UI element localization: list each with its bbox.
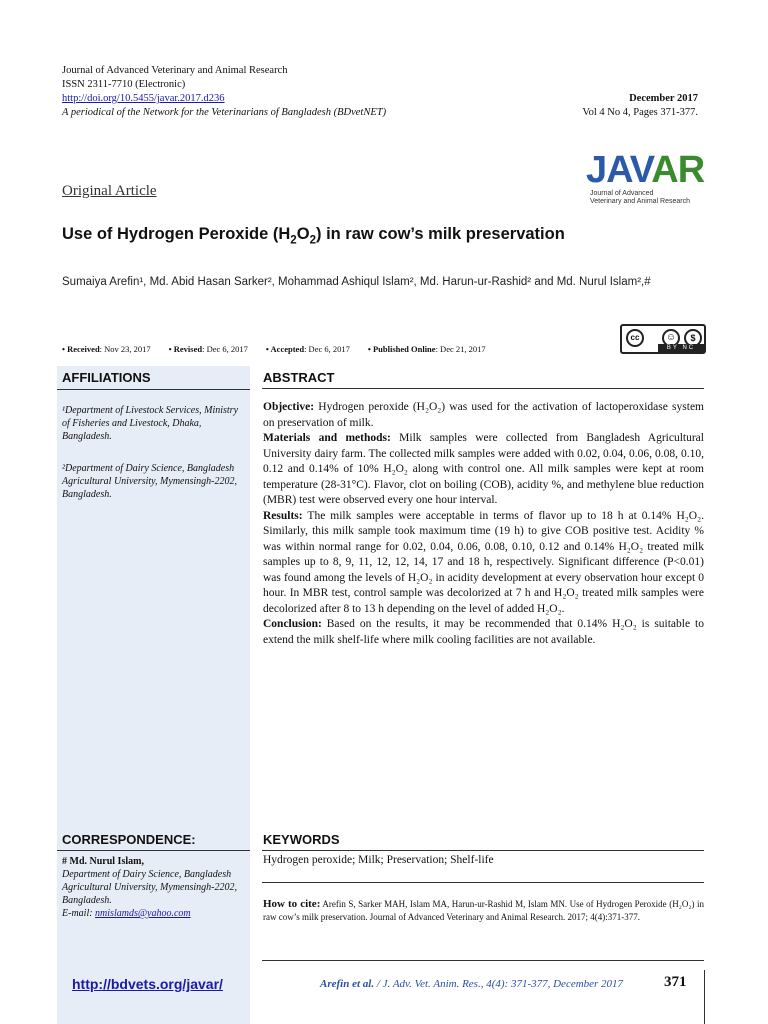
email-link[interactable]: nmislamds@yahoo.com (95, 908, 191, 919)
abstract-objective: Objective: Hydrogen peroxide (H₂O₂) was used for the activation of lactoperoxidase system on preservation of milk. (263, 401, 704, 429)
how-to-cite: How to cite: Arefin S, Sarker MAH, Islam MA, Harun-ur-Rashid M, Islam MN. Use of Hydrogen Peroxide (H₂O₂) in raw cow’s milk preservation. Journal of Advanced Veterinary and Animal Research. 2017; 4(4):371-377. (263, 898, 704, 922)
divider (704, 970, 705, 1024)
affiliation-2: ²Department of Dairy Science, Bangladesh Agricultural University, Mymensingh-2202, Bangladesh. (62, 463, 237, 500)
abstract-methods: Materials and methods: Milk samples were collected from Bangladesh Agricultural University dairy farm. The collected milk samples were added with 0.02, 0.04, 0.06, 0.08, 0.10, 0.12 and 0.14% of 10% H₂O₂ along with control one. All milk samples were kept at room temperature (28-31°C). Flavor, clot on boiling (COB), acidity %, and methylene blue reduction (MBR) test were observed every one hour interval. (263, 432, 704, 506)
abstract-results: Results: The milk samples were acceptable in terms of flavor up to 18 h at 0.14% H₂O₂. Similarly, this milk sample took maximum time (19 h) to give COB positive test. Acidity % was within normal range for 0.02, 0.04, 0.06, 0.08, 0.10, 0.12 and 0.14% H₂O₂ treated milk samples up to 8, 9, 11, 12, 12, 14, 17 and 18 h, respectively. Significant difference (P<0.01) was found among the levels of H₂O₂ in acidity development at every observation hour except 0 hour. In MBR test, control sample was decolorized at 7 h and H₂O₂ treated milk samples were decolorized after 8 to 13 h depending on the level of added H₂O₂. (263, 509, 704, 615)
divider (57, 389, 250, 390)
issue-info (582, 92, 698, 120)
divider (262, 850, 704, 851)
cc-icon: cc (626, 329, 644, 347)
doi-link[interactable]: http://doi.org/10.5455/javar.2017.d236 (62, 93, 225, 104)
javar-logo: JAVAR Journal of Advanced Veterinary and Animal Research (586, 149, 705, 205)
corresponding-address: Department of Dairy Science, Bangladesh Agricultural University, Mymensingh-2202, Bangladesh. (62, 869, 237, 906)
divider (262, 882, 704, 883)
periodical-note: A periodical of the Network for the Veterinarians of Bangladesh (BDvetNET) (62, 107, 387, 118)
published-date: • Published Online: Dec 21, 2017 (367, 344, 486, 354)
abstract-conclusion: Conclusion: Based on the results, it may be recommended that 0.14% H₂O₂ is suitable to extend the milk shelf-life where milk cooling facilities are not available. (263, 618, 704, 646)
abstract-body (263, 400, 704, 648)
divider (262, 960, 704, 961)
article-type: Original Article (62, 183, 157, 199)
abstract-heading: ABSTRACT (263, 370, 335, 385)
keywords-text: Hydrogen peroxide; Milk; Preservation; Shelf-life (263, 854, 494, 866)
noncommercial-icon: $ (684, 329, 702, 347)
keywords-heading: KEYWORDS (263, 832, 340, 847)
correspondence-block: # Md. Nurul Islam, Department of Dairy Science, Bangladesh Agricultural University, Mymensingh-2202, Bangladesh. E-mail: nmislamds@yahoo.com (62, 855, 248, 920)
article-dates (62, 344, 486, 354)
affiliation-1: ¹Department of Livestock Services, Ministry of Fisheries and Livestock, Dhaka, Bangladesh. (62, 405, 239, 442)
correspondence-heading: CORRESPONDENCE: (62, 832, 196, 847)
cc-label: BY NC (658, 344, 704, 352)
corresponding-author: # Md. Nurul Islam, (62, 856, 144, 867)
divider (262, 388, 704, 389)
accepted-date: • Accepted: Dec 6, 2017 (265, 344, 350, 354)
divider (57, 850, 250, 851)
revised-date: • Revised: Dec 6, 2017 (168, 344, 248, 354)
volume-pages: Vol 4 No 4, Pages 371-377. (582, 107, 698, 118)
issue-date: December 2017 (629, 93, 698, 104)
journal-header (62, 64, 386, 120)
attribution-icon: ☺ (662, 329, 680, 347)
affiliations-heading: AFFILIATIONS (62, 370, 151, 385)
author-list: Sumaiya Arefin¹, Md. Abid Hasan Sarker², Mohammad Ashiqul Islam², Md. Harun-ur-Rashid² and Md. Nurul Islam²,# (62, 276, 651, 288)
cc-license-badge[interactable] (620, 324, 706, 354)
journal-name: Journal of Advanced Veterinary and Animal Research (62, 65, 288, 76)
issn: ISSN 2311-7710 (Electronic) (62, 79, 186, 90)
running-citation: Arefin et al. / J. Adv. Vet. Anim. Res., 4(4): 371-377, December 2017 (320, 978, 624, 990)
journal-url-link[interactable]: http://bdvets.org/javar/ (72, 976, 223, 992)
page-number: 371 (664, 974, 687, 990)
received-date: • Received: Nov 23, 2017 (62, 344, 151, 354)
article-title: Use of Hydrogen Peroxide $(H_2O_2)$ in raw cow’s milk preservation (62, 225, 565, 247)
